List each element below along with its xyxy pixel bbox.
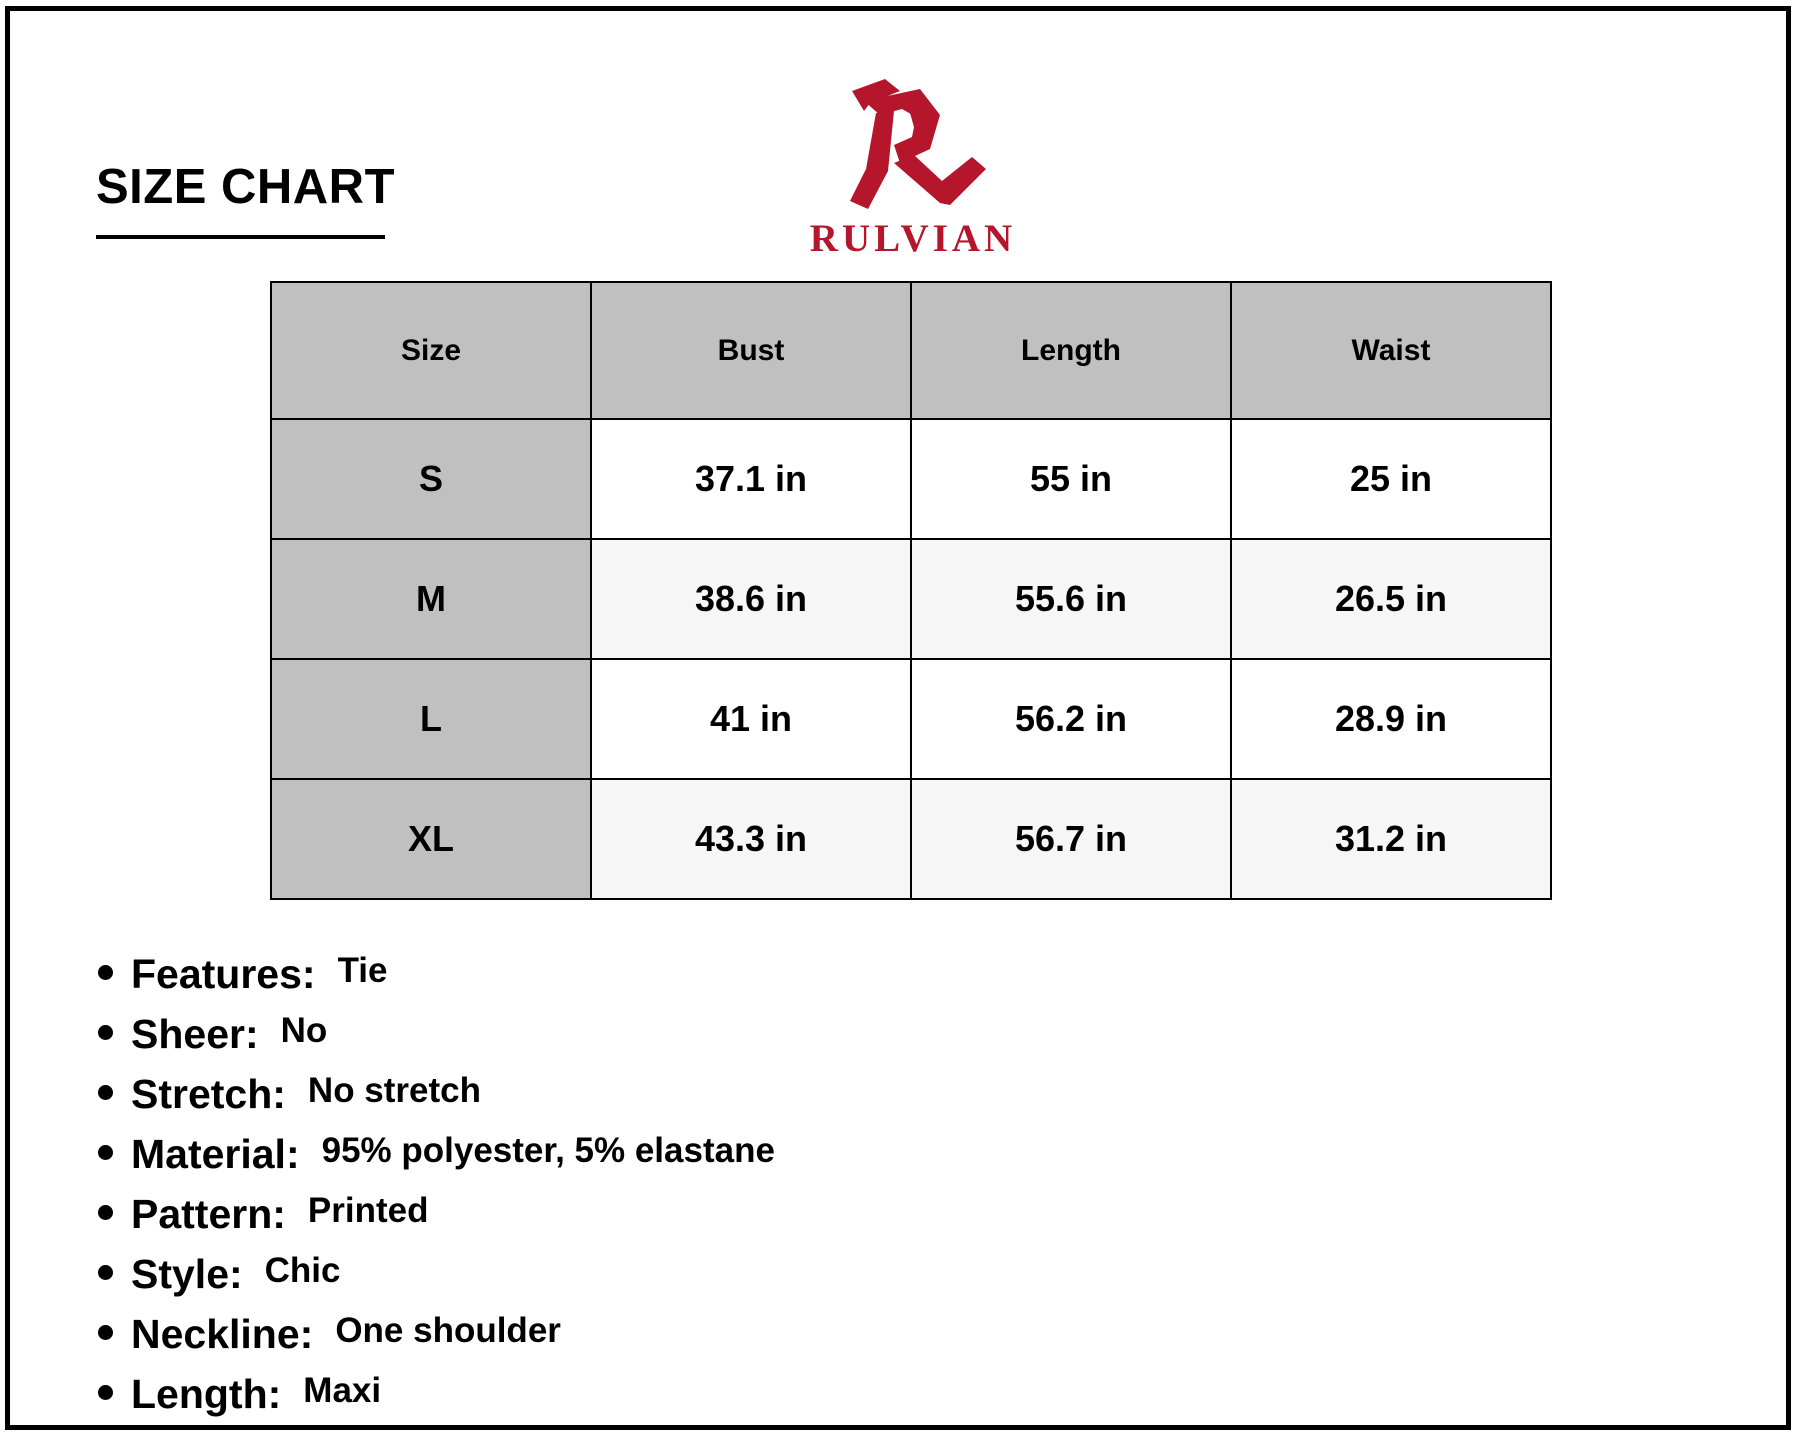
bullet-icon — [98, 1325, 113, 1340]
table-header-row — [271, 282, 1551, 419]
bullet-icon — [98, 1265, 113, 1280]
spec-value: Printed — [307, 1191, 429, 1230]
spec-value: No — [280, 1011, 328, 1050]
list-item — [98, 1131, 775, 1191]
table-row — [271, 659, 1551, 779]
spec-value: Maxi — [303, 1371, 382, 1410]
header-length: Length — [911, 282, 1231, 419]
bust-cell: 37.1 in — [591, 419, 911, 539]
spec-label: Style: — [131, 1251, 243, 1297]
bust-cell: 38.6 in — [591, 539, 911, 659]
spec-label: Stretch: — [131, 1071, 286, 1117]
size-chart-frame — [5, 6, 1791, 1430]
list-item — [98, 1011, 775, 1071]
table-row — [271, 419, 1551, 539]
waist-cell: 28.9 in — [1231, 659, 1551, 779]
header-bust: Bust — [591, 282, 911, 419]
brand-logo-mark-icon — [790, 71, 1036, 211]
bust-cell: 41 in — [591, 659, 911, 779]
length-cell: 55.6 in — [911, 539, 1231, 659]
spec-value: One shoulder — [335, 1311, 561, 1350]
header-size: Size — [271, 282, 591, 419]
brand-logo — [790, 71, 1036, 261]
spec-label: Material: — [131, 1131, 300, 1177]
spec-value: 95% polyester, 5% elastane — [321, 1131, 775, 1170]
page-title: SIZE CHART — [96, 160, 395, 214]
bullet-icon — [98, 1205, 113, 1220]
waist-cell: 26.5 in — [1231, 539, 1551, 659]
bullet-icon — [98, 965, 113, 980]
spec-value: Chic — [264, 1251, 341, 1290]
spec-value: Tie — [337, 951, 388, 990]
size-table — [270, 281, 1552, 900]
bullet-icon — [98, 1085, 113, 1100]
length-cell: 55 in — [911, 419, 1231, 539]
spec-label: Neckline: — [131, 1311, 314, 1357]
title-underline — [96, 235, 385, 239]
length-cell: 56.2 in — [911, 659, 1231, 779]
list-item — [98, 951, 775, 1011]
list-item — [98, 1251, 775, 1311]
length-cell: 56.7 in — [911, 779, 1231, 899]
bullet-icon — [98, 1385, 113, 1400]
table-row — [271, 539, 1551, 659]
bullet-icon — [98, 1145, 113, 1160]
size-cell: S — [271, 419, 591, 539]
bullet-icon — [98, 1025, 113, 1040]
header-waist: Waist — [1231, 282, 1551, 419]
spec-value: No stretch — [307, 1071, 482, 1110]
size-cell: M — [271, 539, 591, 659]
waist-cell: 25 in — [1231, 419, 1551, 539]
size-cell: L — [271, 659, 591, 779]
waist-cell: 31.2 in — [1231, 779, 1551, 899]
size-cell: XL — [271, 779, 591, 899]
table-row — [271, 779, 1551, 899]
spec-label: Length: — [131, 1371, 282, 1417]
list-item — [98, 1311, 775, 1371]
bust-cell: 43.3 in — [591, 779, 911, 899]
list-item — [98, 1071, 775, 1131]
spec-label: Pattern: — [131, 1191, 286, 1237]
list-item — [98, 1371, 775, 1430]
spec-label: Features: — [131, 951, 316, 997]
list-item — [98, 1191, 775, 1251]
brand-name: RULVIAN — [809, 217, 1017, 260]
product-specs-list — [98, 951, 775, 1430]
spec-label: Sheer: — [131, 1011, 259, 1057]
